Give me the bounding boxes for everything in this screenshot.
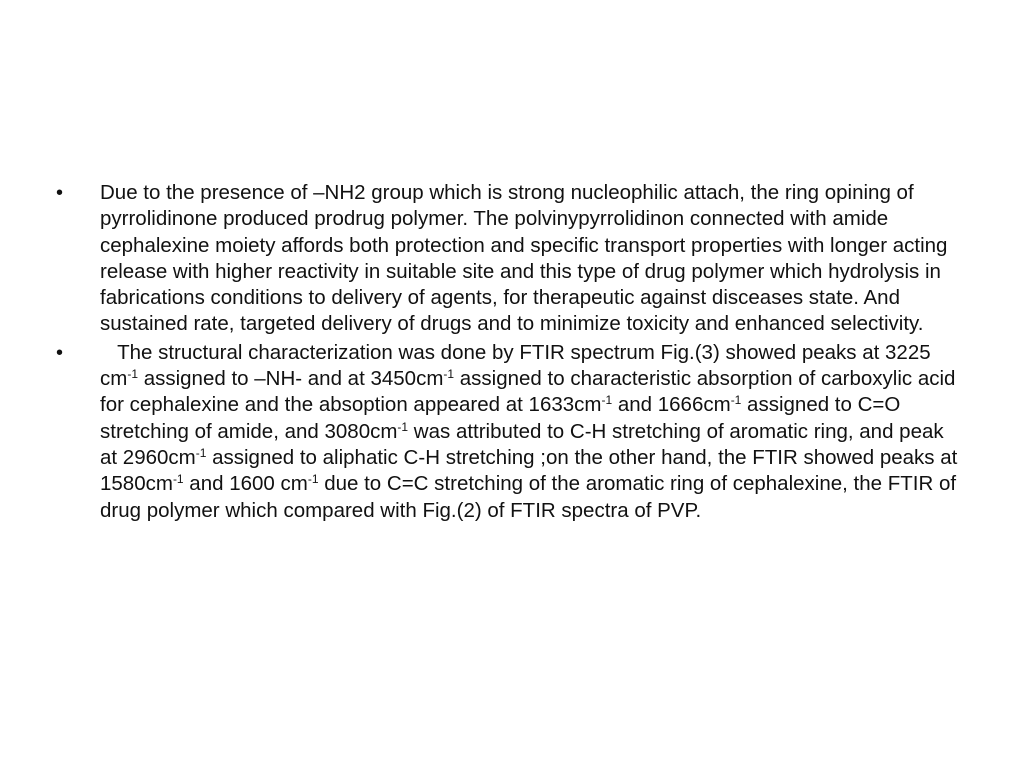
bullet-icon: •	[56, 182, 64, 204]
bullet-item-1	[56, 180, 966, 338]
bullet-item-2	[56, 340, 966, 524]
superscript: -1	[397, 419, 409, 434]
superscript: -1	[730, 393, 742, 408]
superscript: -1	[172, 472, 184, 487]
superscript: -1	[127, 367, 138, 382]
text-segment: due to C=C stretching of the aromatic ring of cephalexine, the FTIR of drug polymer which compared with Fig.(2) of FTIR spectra of PVP.	[100, 472, 957, 522]
text-segment: and 1666cm	[612, 393, 731, 417]
superscript: -1	[195, 445, 207, 460]
text-segment: was attributed to C-H stretching of aromatic ring, and peak at 2960cm	[100, 419, 944, 469]
superscript: -1	[443, 367, 455, 382]
text-segment: and 1600 cm	[183, 472, 308, 496]
text-segment: assigned to –NH- and at 3450cm	[138, 367, 444, 391]
paragraph-1-text: Due to the presence of –NH2 group which is strong nucleophilic attach, the ring opining of pyrrolidinone produced prodrug polymer. The polvinypyrrolidinon connected with amide cephalexine moiety affords both protection and specific transport properties with longer acting release with higher reactivity in suitable site and this type of drug polymer which hydrolysis in fabrications conditions to delivery of agents, for therapeutic against disceases state. And sustained rate, targeted delivery of drugs and to minimize toxicity and enhanced selectivity.	[100, 181, 948, 336]
text-segment: assigned to C=O stretching of amide, and 3080cm	[100, 393, 901, 443]
paragraph-2-text	[100, 341, 957, 522]
superscript: -1	[307, 472, 319, 487]
superscript: -1	[601, 393, 613, 408]
text-segment: assigned to aliphatic C-H stretching ;on the other hand, the FTIR showed peaks at 1580cm	[100, 445, 958, 496]
text-segment: assigned to characteristic absorption of carboxylic acid for cephalexine and the absoption appeared at 1633cm	[100, 367, 956, 417]
bullet-icon: •	[56, 341, 64, 364]
text-segment: The structural characterization was done by FTIR spectrum Fig.(3) showed peaks at 3225 cm	[100, 340, 937, 391]
bullet-list	[56, 180, 966, 526]
